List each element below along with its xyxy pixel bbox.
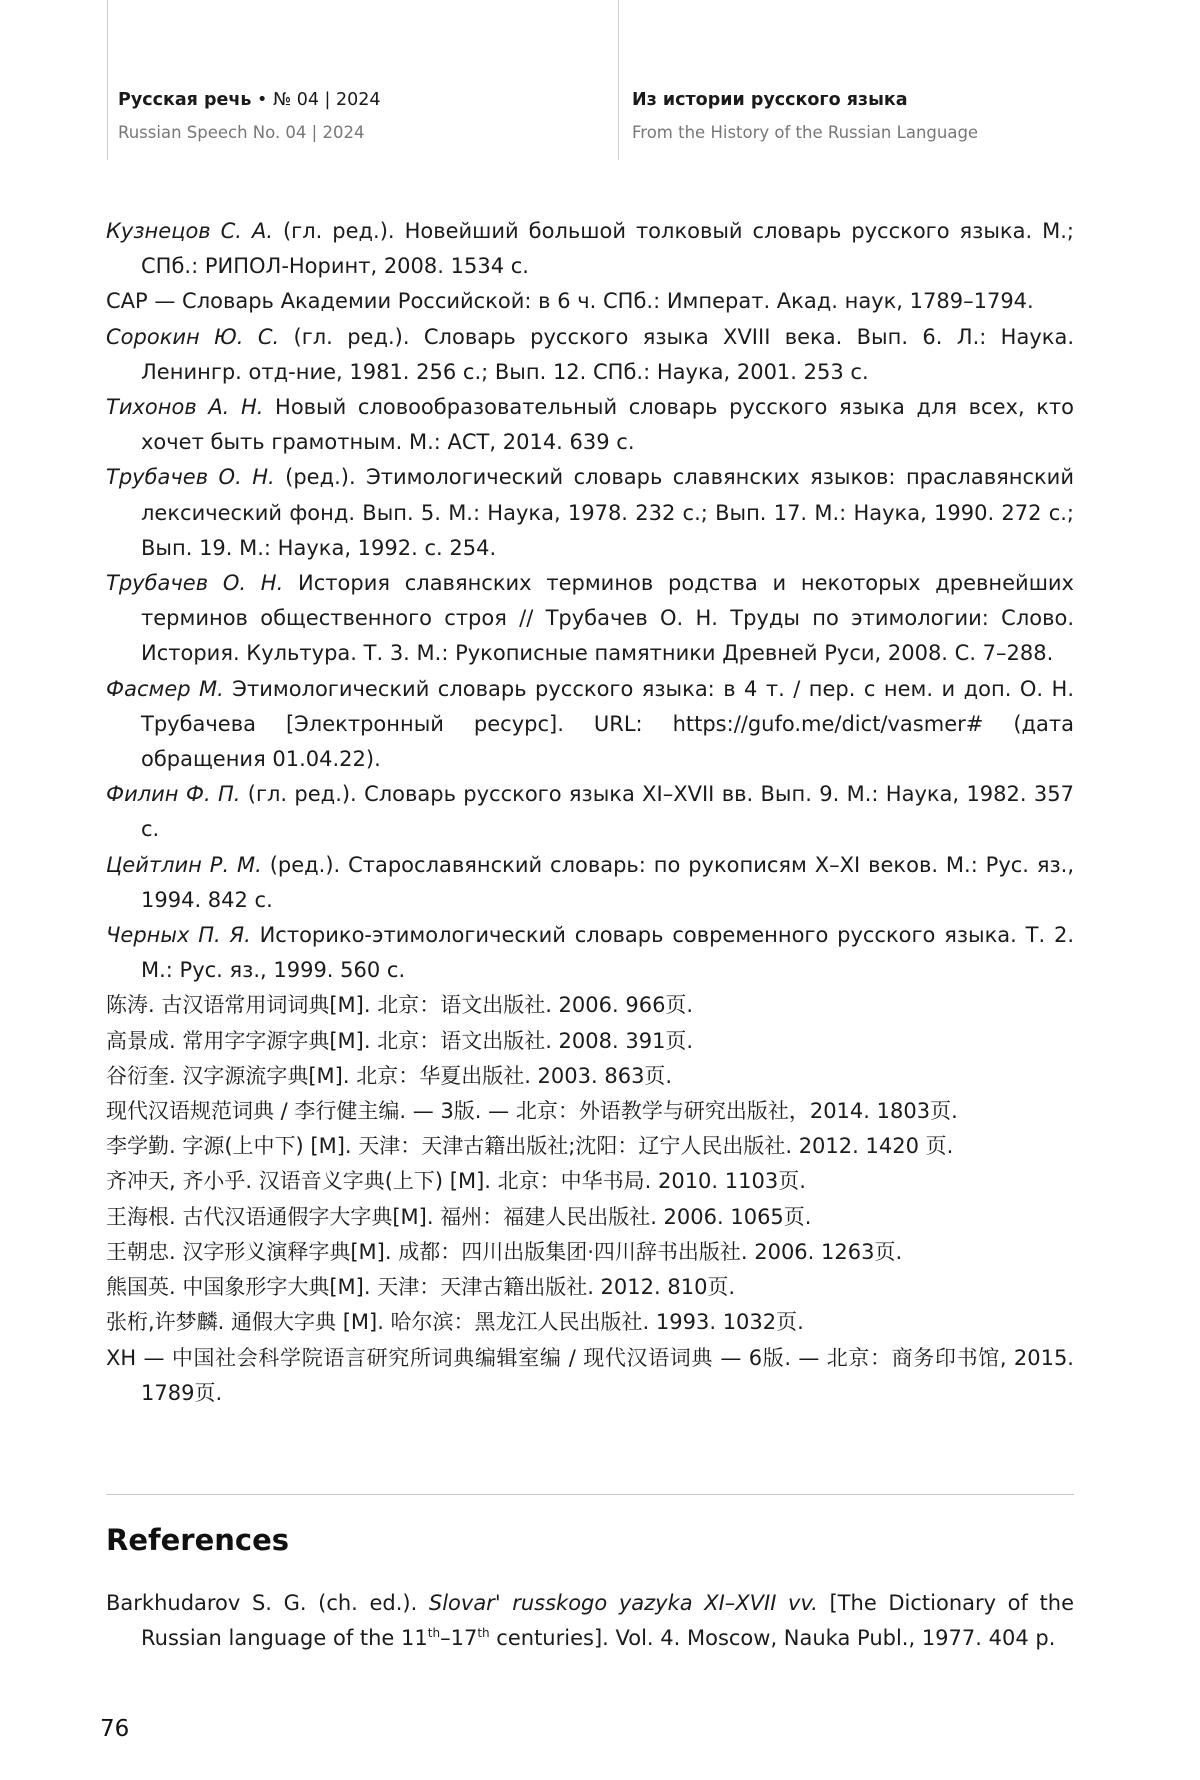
reference-entry: 陈涛. 古汉语常用词词典[M]. 北京：语文出版社. 2006. 966页.	[106, 993, 694, 1018]
reference-entry: Филин Ф. П. (гл. ред.). Словарь русского языка XI–XVII вв. Вып. 9. М.: Наука, 1982. 357 с.	[106, 782, 1074, 842]
reference-list-ru	[106, 214, 1074, 1411]
section-title-ru: Из истории русского языка	[632, 90, 908, 110]
reference-entry: 张桁,许梦麟. 通假大字典 [M]. 哈尔滨：黑龙江人民出版社. 1993. 1032页.	[106, 1310, 804, 1335]
reference-entry: 谷衍奎. 汉字源流字典[M]. 北京：华夏出版社. 2003. 863页.	[106, 1063, 673, 1088]
reference-entry: Тихонов А. Н. Новый словообразовательный словарь русского языка для всех, кто хочет быть грамотным. М.: АСТ, 2014. 639 с.	[106, 395, 1074, 455]
reference-entry: Трубачев О. Н. (ред.). Этимологический словарь славянских языков: праславянский лексический фонд. Вып. 5. М.: Наука, 1978. 232 с.; Вып. 17. М.: Наука, 1990. 272 с.; Вып. 19. М.: Наука, 1992. с. 254.	[106, 465, 1074, 560]
reference-entry: Сорокин Ю. С. (гл. ред.). Словарь русского языка XVIII века. Вып. 6. Л.: Наука. Ленингр. отд-ние, 1981. 256 с.; Вып. 12. СПб.: Наука, 2001. 253 с.	[106, 324, 1074, 384]
section-title-en: From the History of the Russian Language	[632, 123, 979, 142]
reference-entry: САР — Словарь Академии Российской: в 6 ч. СПб.: Императ. Акад. наук, 1789–1794.	[106, 289, 1034, 314]
journal-title-line: Русская речь • № 04 | 2024	[118, 90, 381, 110]
reference-entry: Кузнецов С. А. (гл. ред.). Новейший большой толковый словарь русского языка. М.; СПб.: РИПОЛ-Норинт, 2008. 1534 с.	[106, 219, 1074, 279]
reference-entry: 高景成. 常用字字源字典[M]. 北京：语文出版社. 2008. 391页.	[106, 1028, 694, 1053]
reference-entry: 熊国英. 中国象形字大典[M]. 天津：天津古籍出版社. 2012. 810页.	[106, 1275, 736, 1300]
reference-entry: XH — 中国社会科学院语言研究所词典编辑室编 / 现代汉语词典 — 6版. — 北京：商务印书馆, 2015. 1789页.	[106, 1345, 1074, 1405]
journal-title: Русская речь	[118, 90, 252, 110]
references-heading: References	[106, 1523, 290, 1557]
reference-entry: Черных П. Я. Историко-этимологический словарь современного русского языка. Т. 2. М.: Рус. яз., 1999. 560 с.	[106, 923, 1075, 983]
reference-entry: Цейтлин Р. М. (ред.). Старославянский словарь: по рукописям X–XI веков. М.: Рус. яз., 1994. 842 с.	[106, 852, 1075, 912]
reference-entry: Трубачев О. Н. История славянских терминов родства и некоторых древнейших терминов общественного строя // Трубачев О. Н. Труды по этимологии: Слово. История. Культура. Т. 3. М.: Рукописные памятники Древней Руси, 2008. С. 7–288.	[106, 571, 1074, 666]
section-header	[632, 88, 978, 146]
journal-title-en: Russian Speech No. 04 | 2024	[118, 123, 365, 142]
reference-entry: 现代汉语规范词典 / 李行健主编. — 3版. — 北京：外语教学与研究出版社，2014. 1803页.	[106, 1099, 958, 1124]
header-middle-rule	[618, 0, 619, 160]
reference-entry: Фасмер М. Этимологический словарь русского языка: в 4 т. / пер. с нем. и доп. О. Н. Трубачева [Электронный ресурс]. URL: https://gufo.me/dict/vasmer# (дата обращения 01.04.22).	[106, 676, 1074, 772]
section-divider	[106, 1494, 1074, 1495]
page-number: 76	[100, 1716, 130, 1742]
reference-entry: 李学勤. 字源(上中下) [M]. 天津：天津古籍出版社;沈阳：辽宁人民出版社. 2012. 1420 页.	[106, 1134, 954, 1159]
reference-entry: 王朝忠. 汉字形义演释字典[M]. 成都：四川出版集团·四川辞书出版社. 2006. 1263页.	[106, 1239, 903, 1264]
reference-list-en	[106, 1586, 1074, 1656]
journal-issue: № 04 | 2024	[272, 90, 381, 110]
reference-entry: 王海根. 古代汉语通假字大字典[M]. 福州：福建人民出版社. 2006. 1065页.	[106, 1204, 812, 1229]
reference-entry: Barkhudarov S. G. (ch. ed.). Slovar' russkogo yazyka XI–XVII vv. [The Dictionary of the Russian language of the 11th–17th centuries]. Vol. 4. Moscow, Nauka Publ., 1977. 404 p.	[106, 1591, 1074, 1651]
reference-entry: 齐冲天, 齐小乎. 汉语音义字典(上下) [M]. 北京：中华书局. 2010. 1103页.	[106, 1169, 806, 1194]
journal-header	[118, 88, 381, 146]
header-left-rule	[107, 0, 108, 160]
